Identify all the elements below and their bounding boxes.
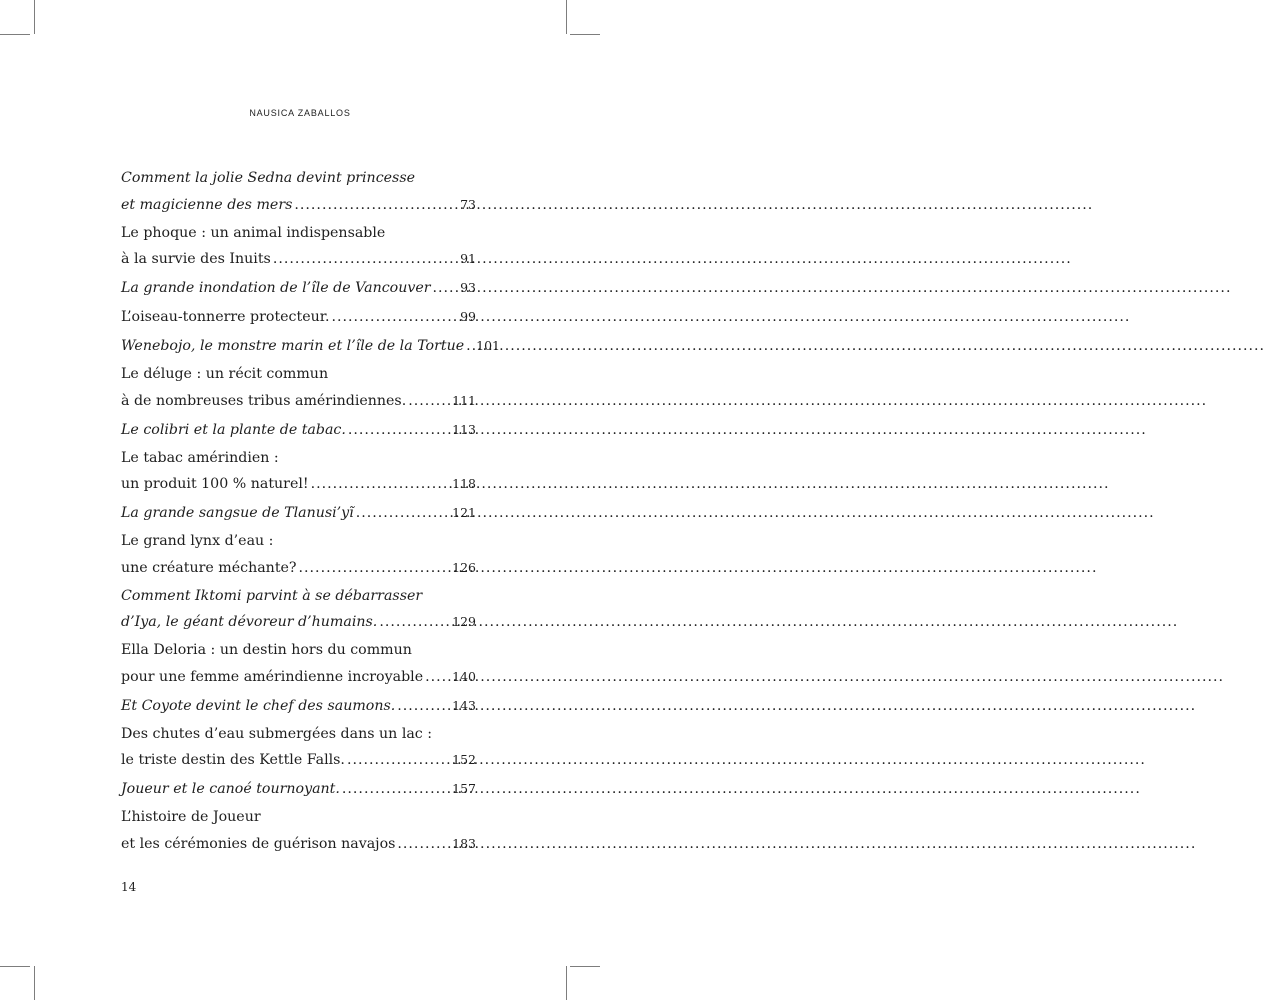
page-number: 14 (121, 880, 137, 894)
toc-entry-title-line: à de nombreuses tribus amérindiennes. (121, 392, 407, 409)
toc-entry-page-number: 126 (452, 559, 476, 575)
toc-entry-page-number: 73 (460, 196, 476, 212)
toc-entry-page-number: 91 (460, 251, 476, 266)
crop-mark-bottom-right-h (570, 966, 600, 967)
dot-leader (294, 193, 458, 219)
toc-entry-title-line: Et Coyote devint le chef des saumons. (121, 697, 396, 714)
toc-entry-title-line: et les cérémonies de guérison navajos (121, 835, 396, 852)
toc-entry[interactable] (121, 275, 476, 302)
dot-leader (299, 556, 451, 582)
toc-entry-title-line: Le colibri et la plante de tabac. (121, 421, 346, 438)
toc-entry-page-number: 143 (452, 697, 476, 713)
dot-leader (466, 334, 474, 360)
toc-entry-page-number: 93 (460, 280, 476, 295)
toc-entry[interactable] (121, 304, 476, 331)
toc-entry-title-line: Joueur et le canoé tournoyant. (121, 781, 340, 797)
toc-entry-title-line: un produit 100 % naturel! (121, 476, 309, 492)
dot-leader (397, 694, 450, 720)
toc-entry-title-line: Le grand lynx d’eau : (121, 533, 274, 549)
toc-entry[interactable] (121, 584, 476, 636)
table-of-contents (121, 166, 500, 860)
toc-entry-title-line: Comment la jolie Sedna devint princesse (121, 170, 415, 186)
toc-entry-title-line: d’Iya, le géant dévoreur d’humains. (121, 614, 378, 630)
toc-entry[interactable] (121, 333, 500, 360)
toc-entry[interactable] (121, 776, 476, 803)
toc-entry-title-line: pour une femme amérindienne incroyable (121, 668, 424, 685)
toc-entry-page-number: 99 (460, 309, 476, 324)
crop-mark-top-left-h (0, 34, 30, 35)
crop-mark-top-right-h (570, 34, 600, 35)
toc-entry-page-number: 152 (452, 752, 476, 767)
toc-entry-page-number: 118 (452, 476, 476, 491)
toc-entry-title-line: à la survie des Inuits (121, 251, 271, 267)
dot-leader (347, 748, 450, 774)
crop-mark-bottom-left (34, 966, 35, 1000)
toc-entry-title-line: Wenebojo, le monstre marin et l’île de la Tortue (121, 338, 465, 354)
dot-leader (348, 418, 450, 444)
toc-entry-title-line: Le phoque : un animal indispensable (121, 224, 386, 241)
toc-entry-page-number: 121 (452, 505, 476, 520)
toc-entry[interactable] (121, 500, 476, 527)
toc-entry[interactable] (121, 362, 476, 414)
toc-entry-title-line: La grande inondation de l’île de Vancouver (121, 280, 431, 296)
crop-mark-bottom-right (566, 966, 567, 1000)
toc-entry-title-line: Le tabac amérindien : (121, 449, 279, 466)
toc-entry-page-number: 157 (452, 781, 476, 796)
crop-mark-top-right (566, 0, 567, 34)
dot-leader (433, 276, 459, 302)
crop-mark-bottom-left-h (0, 966, 30, 967)
toc-entry-page-number: 183 (452, 835, 476, 851)
dot-leader (379, 610, 450, 636)
toc-entry[interactable] (121, 166, 476, 218)
toc-entry-page-number: 113 (452, 421, 476, 437)
toc-entry[interactable] (121, 446, 476, 498)
dot-leader (397, 832, 450, 858)
dot-leader (356, 501, 450, 527)
toc-entry[interactable] (121, 638, 476, 690)
toc-entry[interactable] (121, 221, 476, 273)
toc-entry[interactable] (121, 693, 476, 720)
toc-entry-page-number: 111 (452, 392, 476, 408)
running-head: NAUSICA ZABALLOS (249, 108, 351, 118)
toc-entry[interactable] (121, 805, 476, 857)
dot-leader (331, 305, 458, 331)
toc-entry-title-line: le triste destin des Kettle Falls. (121, 752, 345, 768)
toc-entry-title-line: Ella Deloria : un destin hors du commun (121, 642, 412, 658)
toc-entry-page-number: 101 (476, 338, 500, 353)
dot-leader (342, 777, 450, 803)
toc-entry-title-line: L’histoire de Joueur (121, 809, 261, 825)
toc-entry-title-line: et magicienne des mers (121, 196, 293, 213)
toc-entry-title-line: Des chutes d’eau submergées dans un lac : (121, 725, 433, 742)
toc-entry[interactable] (121, 529, 476, 581)
dot-leader (311, 472, 451, 498)
toc-entry-title-line: L’oiseau-tonnerre protecteur. (121, 309, 330, 325)
crop-mark-top-left (34, 0, 35, 34)
toc-entry[interactable] (121, 417, 476, 444)
toc-entry-page-number: 129 (452, 614, 476, 629)
toc-entry-title-line: Comment Iktomi parvint à se débarrasser (121, 587, 423, 604)
dot-leader (425, 665, 450, 691)
toc-entry-title-line: La grande sangsue de Tlanusi’yĩ (121, 505, 354, 521)
toc-entry[interactable] (121, 722, 476, 774)
toc-entry-page-number: 140 (452, 668, 476, 684)
toc-entry-title-line: une créature méchante? (121, 559, 297, 576)
dot-leader (408, 389, 450, 415)
toc-entry-title-line: Le déluge : un récit commun (121, 366, 329, 382)
dot-leader (273, 247, 458, 273)
